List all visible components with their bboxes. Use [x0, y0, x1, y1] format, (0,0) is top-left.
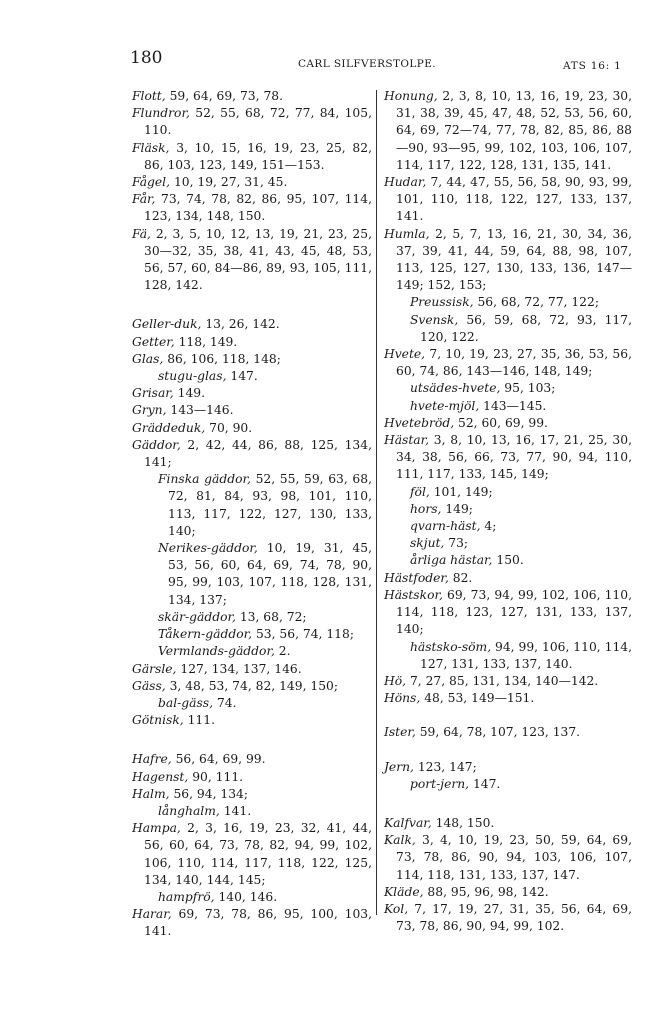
- entry-page-refs: 7, 27, 85, 131, 134, 140—142.: [406, 673, 599, 688]
- entry-page-refs: 2, 3, 16, 19, 23, 32, 41, 44, 56, 60, 64, 73, 78, 82, 94, 99, 102, 106, 110, 114, 117, 118, 122, 125, 134, 140, 144, 145;: [144, 821, 372, 887]
- entry-page-refs: 150.: [492, 553, 524, 568]
- entry-page-refs: 3, 4, 10, 19, 23, 50, 59, 64, 69, 73, 78, 86, 90, 94, 103, 106, 107, 114, 118, 131, 133, 137, 147.: [396, 833, 632, 882]
- index-entry: [132, 712, 372, 729]
- index-entry: [384, 759, 632, 776]
- entry-page-refs: 74.: [213, 695, 237, 710]
- index-entry: [384, 346, 632, 380]
- section-gap: [132, 729, 372, 751]
- entry-page-refs: 4;: [480, 519, 497, 534]
- entry-headword: Kalk,: [384, 833, 416, 848]
- entry-page-refs: 94, 99, 106, 110, 114, 127, 131, 133, 137, 140.: [420, 639, 632, 671]
- index-entry: [132, 385, 372, 402]
- entry-page-refs: 148, 150.: [431, 815, 495, 830]
- index-entry: [384, 174, 632, 226]
- entry-headword: Gryn,: [132, 403, 167, 418]
- index-subentry: [384, 518, 632, 535]
- entry-headword: Honung,: [384, 89, 438, 103]
- entry-page-refs: 52, 60, 69, 99.: [454, 415, 548, 430]
- entry-page-refs: 69, 73, 78, 86, 95, 100, 103, 141.: [144, 907, 372, 939]
- entry-headword: Harar,: [132, 907, 172, 922]
- index-subentry: [384, 484, 632, 501]
- entry-headword: Kalfvar,: [384, 815, 432, 830]
- entry-headword: Flott,: [132, 89, 166, 103]
- entry-headword: Geller-duk,: [132, 317, 202, 332]
- entry-page-refs: 53, 56, 74, 118;: [252, 627, 354, 642]
- index-entry: [384, 832, 632, 884]
- index-entry: [132, 420, 372, 437]
- entry-page-refs: 48, 53, 149—151.: [420, 691, 535, 706]
- entry-headword: Hafre,: [132, 752, 172, 767]
- entry-page-refs: 10, 19, 31, 45, 53, 56, 60, 64, 69, 74, 78, 90, 95, 99, 103, 107, 118, 128, 131, 134, 137;: [168, 541, 372, 607]
- entry-headword: Halm,: [132, 786, 170, 801]
- entry-headword: Hö,: [384, 673, 407, 688]
- index-subentry: [384, 535, 632, 552]
- entry-headword: Fågel,: [132, 175, 171, 190]
- entry-page-refs: 95, 103;: [500, 381, 556, 396]
- index-entry: [384, 570, 632, 587]
- index-entry: [132, 820, 372, 889]
- entry-page-refs: 149.: [173, 386, 206, 401]
- index-entry: [132, 174, 372, 191]
- index-column-right: [384, 88, 632, 935]
- entry-page-refs: 3, 10, 15, 16, 19, 23, 25, 82, 86, 103, 123, 149, 151—153.: [144, 140, 372, 172]
- index-entry: [384, 587, 632, 639]
- entry-page-refs: 143—145.: [479, 398, 547, 413]
- page-number: 180: [130, 48, 163, 68]
- entry-headword: Glas,: [132, 351, 164, 366]
- index-entry: [384, 432, 632, 484]
- entry-headword: föl,: [410, 484, 430, 499]
- index-entry: [132, 402, 372, 419]
- entry-page-refs: 141.: [219, 803, 252, 818]
- entry-page-refs: 2, 3, 8, 10, 13, 16, 19, 23, 30, 31, 38, 39, 45, 47, 48, 52, 53, 56, 60, 64, 69, 72—74, 77, 78, 82, 85, 86, 88—90, 93—95, 99, 102, 103, 106, 107, 114, 117, 122, 128, 131, 135, 141.: [396, 89, 632, 172]
- entry-page-refs: 3, 48, 53, 74, 82, 149, 150;: [165, 678, 339, 693]
- entry-headword: Höns,: [384, 691, 421, 706]
- section-gap: [384, 742, 632, 759]
- index-entry: [384, 724, 632, 741]
- entry-headword: hvete-mjöl,: [410, 398, 480, 413]
- entry-page-refs: 7, 17, 19, 27, 31, 35, 56, 64, 69, 73, 78, 86, 90, 94, 99, 102.: [396, 901, 632, 934]
- entry-headword: Tåkern-gäddor,: [158, 627, 253, 642]
- index-entry: [384, 884, 632, 901]
- entry-headword: långhalm,: [158, 803, 220, 818]
- entry-headword: Humla,: [384, 226, 430, 241]
- entry-headword: Hudar,: [384, 175, 427, 190]
- entry-headword: Gäddor,: [132, 437, 181, 452]
- index-entry: [132, 316, 372, 333]
- index-subentry: [384, 312, 632, 346]
- entry-headword: Fä,: [132, 226, 151, 241]
- column-divider: [376, 90, 377, 915]
- entry-headword: Hvete,: [384, 347, 426, 362]
- entry-page-refs: 143—146.: [166, 403, 234, 418]
- index-entry: [384, 88, 632, 174]
- entry-headword: Gärsle,: [132, 661, 177, 676]
- entry-headword: Svensk,: [410, 312, 459, 327]
- entry-headword: Getter,: [132, 334, 175, 349]
- entry-headword: Ister,: [384, 725, 416, 740]
- entry-page-refs: 2, 5, 7, 13, 16, 21, 30, 34, 36, 37, 39, 41, 44, 59, 64, 88, 98, 107, 113, 125, 127, 130, 133, 136, 147—149; 152, 153;: [396, 226, 632, 293]
- entry-headword: Kläde,: [384, 884, 424, 899]
- entry-headword: Flundror,: [132, 106, 190, 121]
- index-entry: [132, 786, 372, 803]
- index-subentry: [384, 501, 632, 518]
- entry-page-refs: 73;: [444, 536, 469, 551]
- entry-page-refs: 56, 94, 134;: [169, 786, 249, 801]
- index-subentry: [132, 643, 372, 660]
- entry-page-refs: 69, 73, 94, 99, 102, 106, 110, 114, 118, 123, 127, 131, 133, 137, 140;: [396, 587, 632, 637]
- index-subentry: [384, 776, 632, 793]
- index-subentry: [132, 803, 372, 820]
- index-subentry: [384, 294, 632, 311]
- index-subentry: [132, 609, 372, 626]
- entry-page-refs: 10, 19, 27, 31, 45.: [170, 175, 288, 190]
- entry-page-refs: 86, 106, 118, 148;: [163, 351, 281, 366]
- entry-page-refs: 59, 64, 78, 107, 123, 137.: [415, 725, 581, 740]
- entry-page-refs: 3, 8, 10, 13, 16, 17, 21, 25, 30, 34, 38, 56, 66, 73, 77, 90, 94, 110, 111, 117, 133, 145, 149;: [396, 433, 632, 482]
- entry-headword: utsädes-hvete,: [410, 381, 501, 396]
- index-subentry: [384, 639, 632, 673]
- entry-headword: Götnisk,: [132, 713, 184, 728]
- entry-headword: Nerikes-gäddor,: [158, 541, 258, 556]
- index-entry: [132, 351, 372, 368]
- entry-headword: Jern,: [384, 759, 414, 774]
- entry-page-refs: 56, 59, 68, 72, 93, 117, 120, 122.: [420, 312, 632, 344]
- index-entry: [384, 690, 632, 707]
- entry-headword: årliga hästar,: [410, 553, 493, 568]
- index-entry: [132, 437, 372, 471]
- running-title: CARL SILFVERSTOLPE.: [298, 58, 437, 70]
- entry-page-refs: 13, 26, 142.: [201, 317, 280, 332]
- entry-headword: Hästfoder,: [384, 570, 449, 585]
- index-entry: [384, 226, 632, 295]
- entry-page-refs: 127, 134, 137, 146.: [176, 661, 302, 676]
- index-subentry: [132, 626, 372, 643]
- entry-page-refs: 118, 149.: [174, 334, 238, 349]
- entry-headword: port-jern,: [410, 776, 470, 791]
- entry-page-refs: 56, 64, 69, 99.: [171, 752, 266, 767]
- entry-headword: skär-gäddor,: [158, 609, 236, 624]
- entry-headword: Gäss,: [132, 678, 166, 693]
- index-subentry: [132, 540, 372, 609]
- entry-page-refs: 82.: [448, 570, 473, 585]
- index-entry: [132, 751, 372, 768]
- index-entry: [132, 334, 372, 351]
- index-entry: [132, 105, 372, 139]
- entry-page-refs: 52, 55, 68, 72, 77, 84, 105, 110.: [144, 106, 372, 138]
- entry-page-refs: 111.: [183, 713, 215, 728]
- entry-headword: hästsko-söm,: [410, 639, 492, 654]
- index-entry: [132, 140, 372, 174]
- entry-headword: Hampa,: [132, 821, 181, 836]
- entry-headword: stugu-glas,: [158, 369, 227, 384]
- entry-headword: Fläsk,: [132, 140, 170, 155]
- index-subentry: [132, 889, 372, 906]
- entry-page-refs: 7, 44, 47, 55, 56, 58, 90, 93, 99, 101, 110, 118, 122, 127, 133, 137, 141.: [396, 175, 632, 224]
- entry-headword: Gräddeduk,: [132, 420, 206, 435]
- section-gap: [384, 707, 632, 724]
- index-entry: [132, 906, 372, 940]
- index-entry: [384, 415, 632, 432]
- index-entry: [132, 769, 372, 786]
- entry-page-refs: 90, 111.: [188, 769, 244, 784]
- index-subentry: [384, 398, 632, 415]
- entry-page-refs: 73, 74, 78, 82, 86, 95, 107, 114, 123, 134, 148, 150.: [144, 192, 372, 224]
- entry-page-refs: 147.: [469, 776, 501, 791]
- index-subentry: [132, 695, 372, 712]
- entry-headword: Preussisk,: [410, 295, 474, 310]
- index-entry: [132, 191, 372, 225]
- entry-headword: skjut,: [410, 536, 445, 551]
- index-entry: [384, 901, 632, 935]
- section-gap: [384, 793, 632, 815]
- entry-page-refs: 2, 3, 5, 10, 12, 13, 19, 21, 23, 25, 30—32, 35, 38, 41, 43, 45, 48, 53, 56, 57, 60, 84—86, 89, 93, 105, 111, 128, 142.: [144, 226, 372, 293]
- index-entry: [132, 661, 372, 678]
- entry-page-refs: 140, 146.: [214, 889, 278, 904]
- entry-page-refs: 70, 90.: [205, 420, 253, 435]
- entry-headword: Hagenst,: [132, 769, 189, 784]
- section-gap: [132, 294, 372, 316]
- entry-headword: hampfrö,: [158, 889, 215, 904]
- index-column-left: [132, 88, 372, 941]
- entry-page-refs: 2, 42, 44, 86, 88, 125, 134, 141;: [144, 437, 372, 470]
- entry-page-refs: 147.: [226, 369, 258, 384]
- entry-page-refs: 7, 10, 19, 23, 27, 35, 36, 53, 56, 60, 74, 86, 143—146, 148, 149;: [396, 347, 632, 379]
- entry-headword: Vermlands-gäddor,: [158, 644, 275, 659]
- index-subentry: [132, 368, 372, 385]
- index-entry: [384, 673, 632, 690]
- index-subentry: [132, 471, 372, 540]
- entry-page-refs: 101, 149;: [429, 484, 493, 499]
- entry-page-refs: 13, 68, 72;: [235, 609, 307, 624]
- entry-headword: Grisar,: [132, 386, 174, 401]
- entry-page-refs: 52, 55, 59, 63, 68, 72, 81, 84, 93, 98, 101, 110, 113, 117, 122, 127, 130, 133, 140;: [168, 472, 372, 538]
- index-entry: [132, 88, 372, 105]
- index-subentry: [384, 552, 632, 569]
- index-entry: [132, 678, 372, 695]
- entry-headword: qvarn-häst,: [410, 519, 481, 534]
- entry-page-refs: 56, 68, 72, 77, 122;: [473, 295, 599, 310]
- entry-headword: Kol,: [384, 901, 409, 916]
- entry-page-refs: 59, 64, 69, 73, 78.: [165, 89, 283, 103]
- signature-mark: ATS 16: 1: [563, 60, 622, 72]
- entry-headword: Får,: [132, 192, 156, 207]
- entry-headword: bal-gäss,: [158, 695, 214, 710]
- entry-headword: Hästar,: [384, 433, 430, 448]
- entry-page-refs: 88, 95, 96, 98, 142.: [423, 884, 549, 899]
- entry-page-refs: 149;: [441, 501, 473, 516]
- entry-headword: Hvetebröd,: [384, 415, 455, 430]
- entry-headword: Hästskor,: [384, 587, 443, 602]
- entry-headword: hors,: [410, 501, 442, 516]
- index-entry: [384, 815, 632, 832]
- index-entry: [132, 226, 372, 295]
- index-subentry: [384, 380, 632, 397]
- entry-page-refs: 2.: [274, 644, 291, 659]
- entry-headword: Finska gäddor,: [158, 472, 251, 487]
- entry-page-refs: 123, 147;: [413, 759, 477, 774]
